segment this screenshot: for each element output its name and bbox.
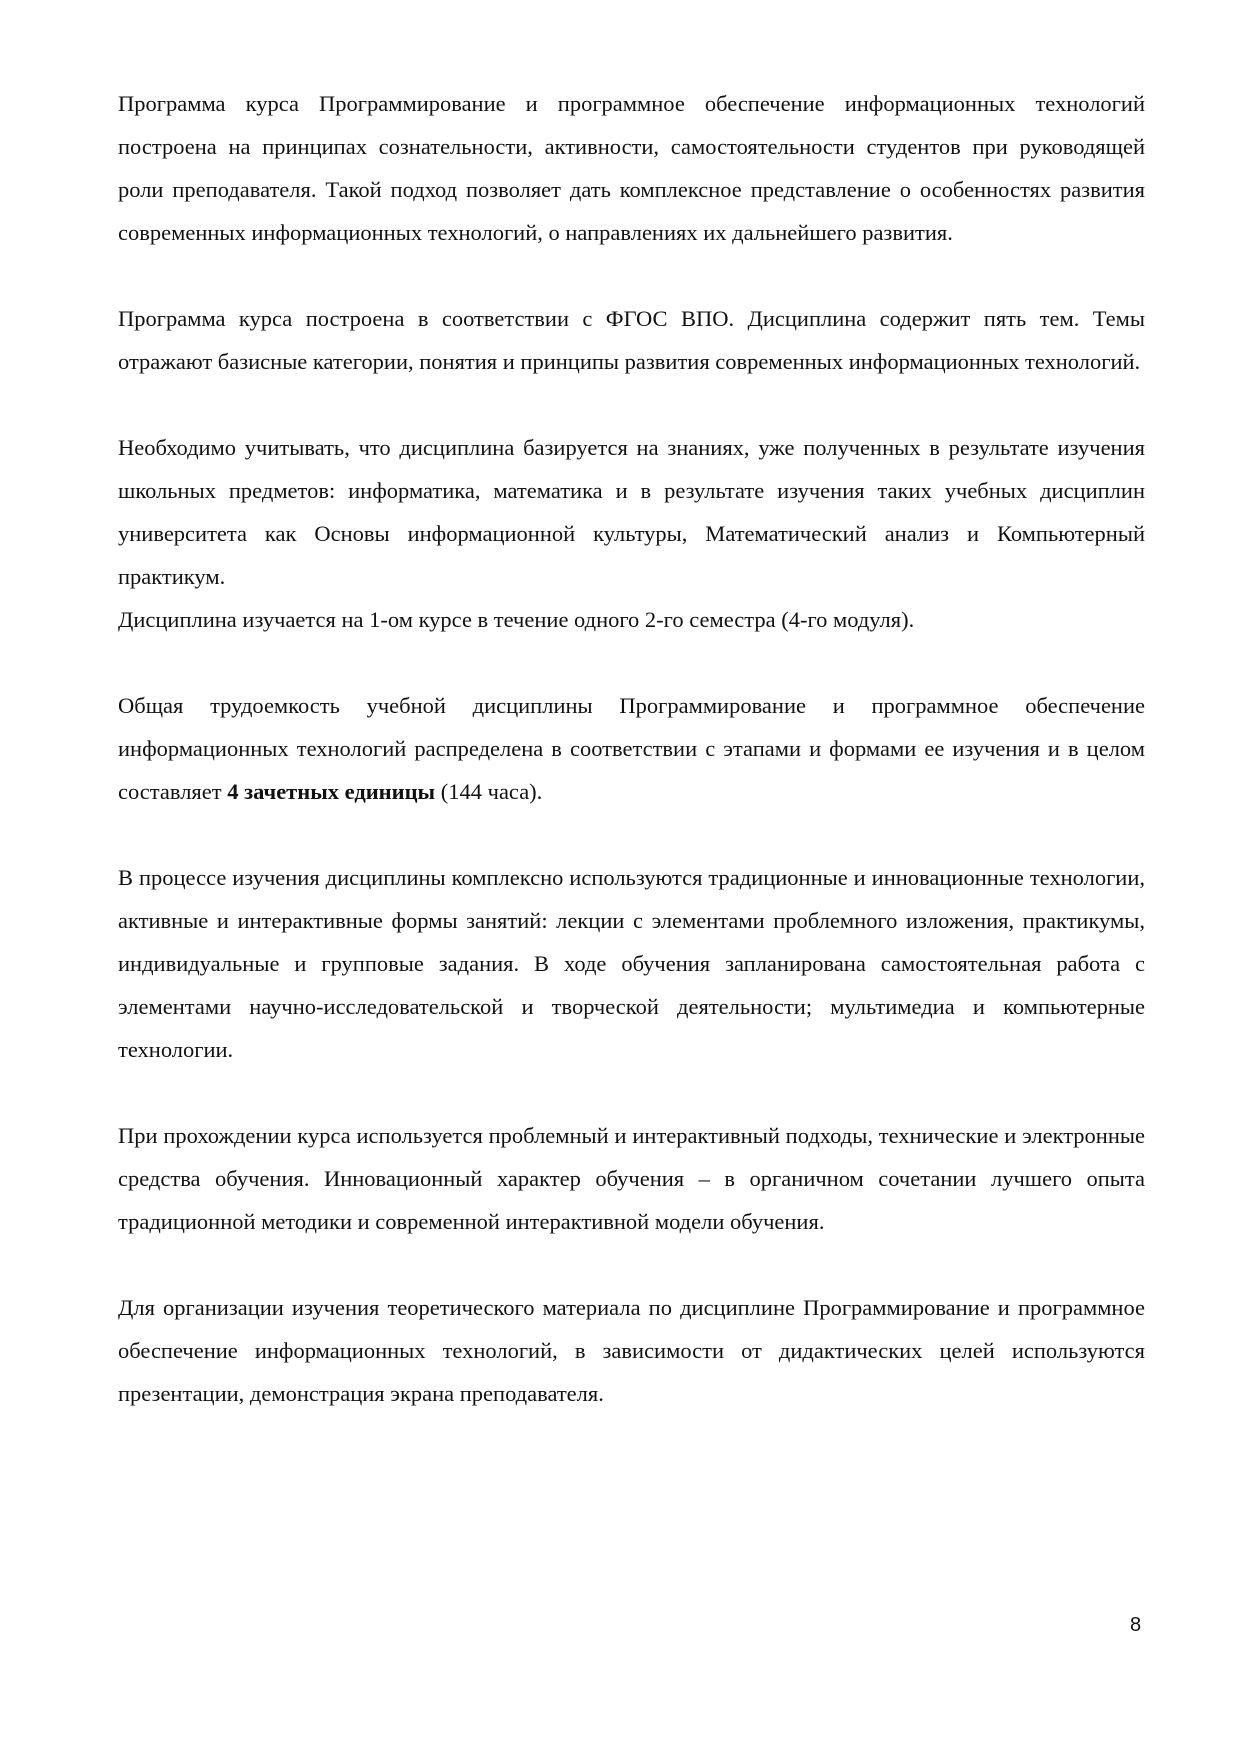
paragraph-teaching-methods: В процессе изучения дисциплины комплексно используются традиционные и инновационные технологии, активные и интерактивные формы занятий: лекции с элементами проблемного изложения, практикумы, индивидуальные и групповые задания. В ходе обучения запланирована самостоятельная работа с элементами научно-исследовательской и творческой деятельности; мультимедиа и компьютерные технологии. [118,865,1145,1062]
paragraph-workload [118,684,1145,813]
workload-text-before: Общая трудоемкость учебной дисциплины Программирование и программное обеспечение информационных технологий распределена в соответствии с этапами и формами ее изучения и в целом составляет [118,693,1145,804]
paragraph-presentations: Для организации изучения теоретического материала по дисциплине Программирование и программное обеспечение информационных технологий, в зависимости от дидактических целей используются презентации, демонстрация экрана преподавателя. [118,1295,1145,1406]
paragraph-course-principles: Программа курса Программирование и программное обеспечение информационных технологий построена на принципах сознательности, активности, самостоятельности студентов при руководящей роли преподавателя. Такой подход позволяет дать комплексное представление о особенностях развития современных информационных технологий, о направлениях их дальнейшего развития. [118,91,1145,245]
workload-text-after: (144 часа). [435,779,543,804]
document-body [118,82,1145,1415]
workload-credits: 4 зачетных единицы [227,779,436,804]
paragraph-approaches: При прохождении курса используется проблемный и интерактивный подходы, технические и электронные средства обучения. Инновационный характер обучения – в органичном сочетании лучшего опыта традиционной методики и современной интерактивной модели обучения. [118,1123,1145,1234]
paragraph-fgos-topics: Программа курса построена в соответствии с ФГОС ВПО. Дисциплина содержит пять тем. Темы отражают базисные категории, понятия и принципы развития современных информационных технологий. [118,306,1145,374]
page-number: 8 [1130,1614,1142,1636]
paragraph-semester: Дисциплина изучается на 1-ом курсе в течение одного 2-го семестра (4-го модуля). [118,607,915,632]
paragraph-prerequisites: Необходимо учитывать, что дисциплина базируется на знаниях, уже полученных в результате изучения школьных предметов: информатика, математика и в результате изучения таких учебных дисциплин университета как Основы информационной культуры, Математический анализ и Компьютерный практикум. [118,435,1145,589]
